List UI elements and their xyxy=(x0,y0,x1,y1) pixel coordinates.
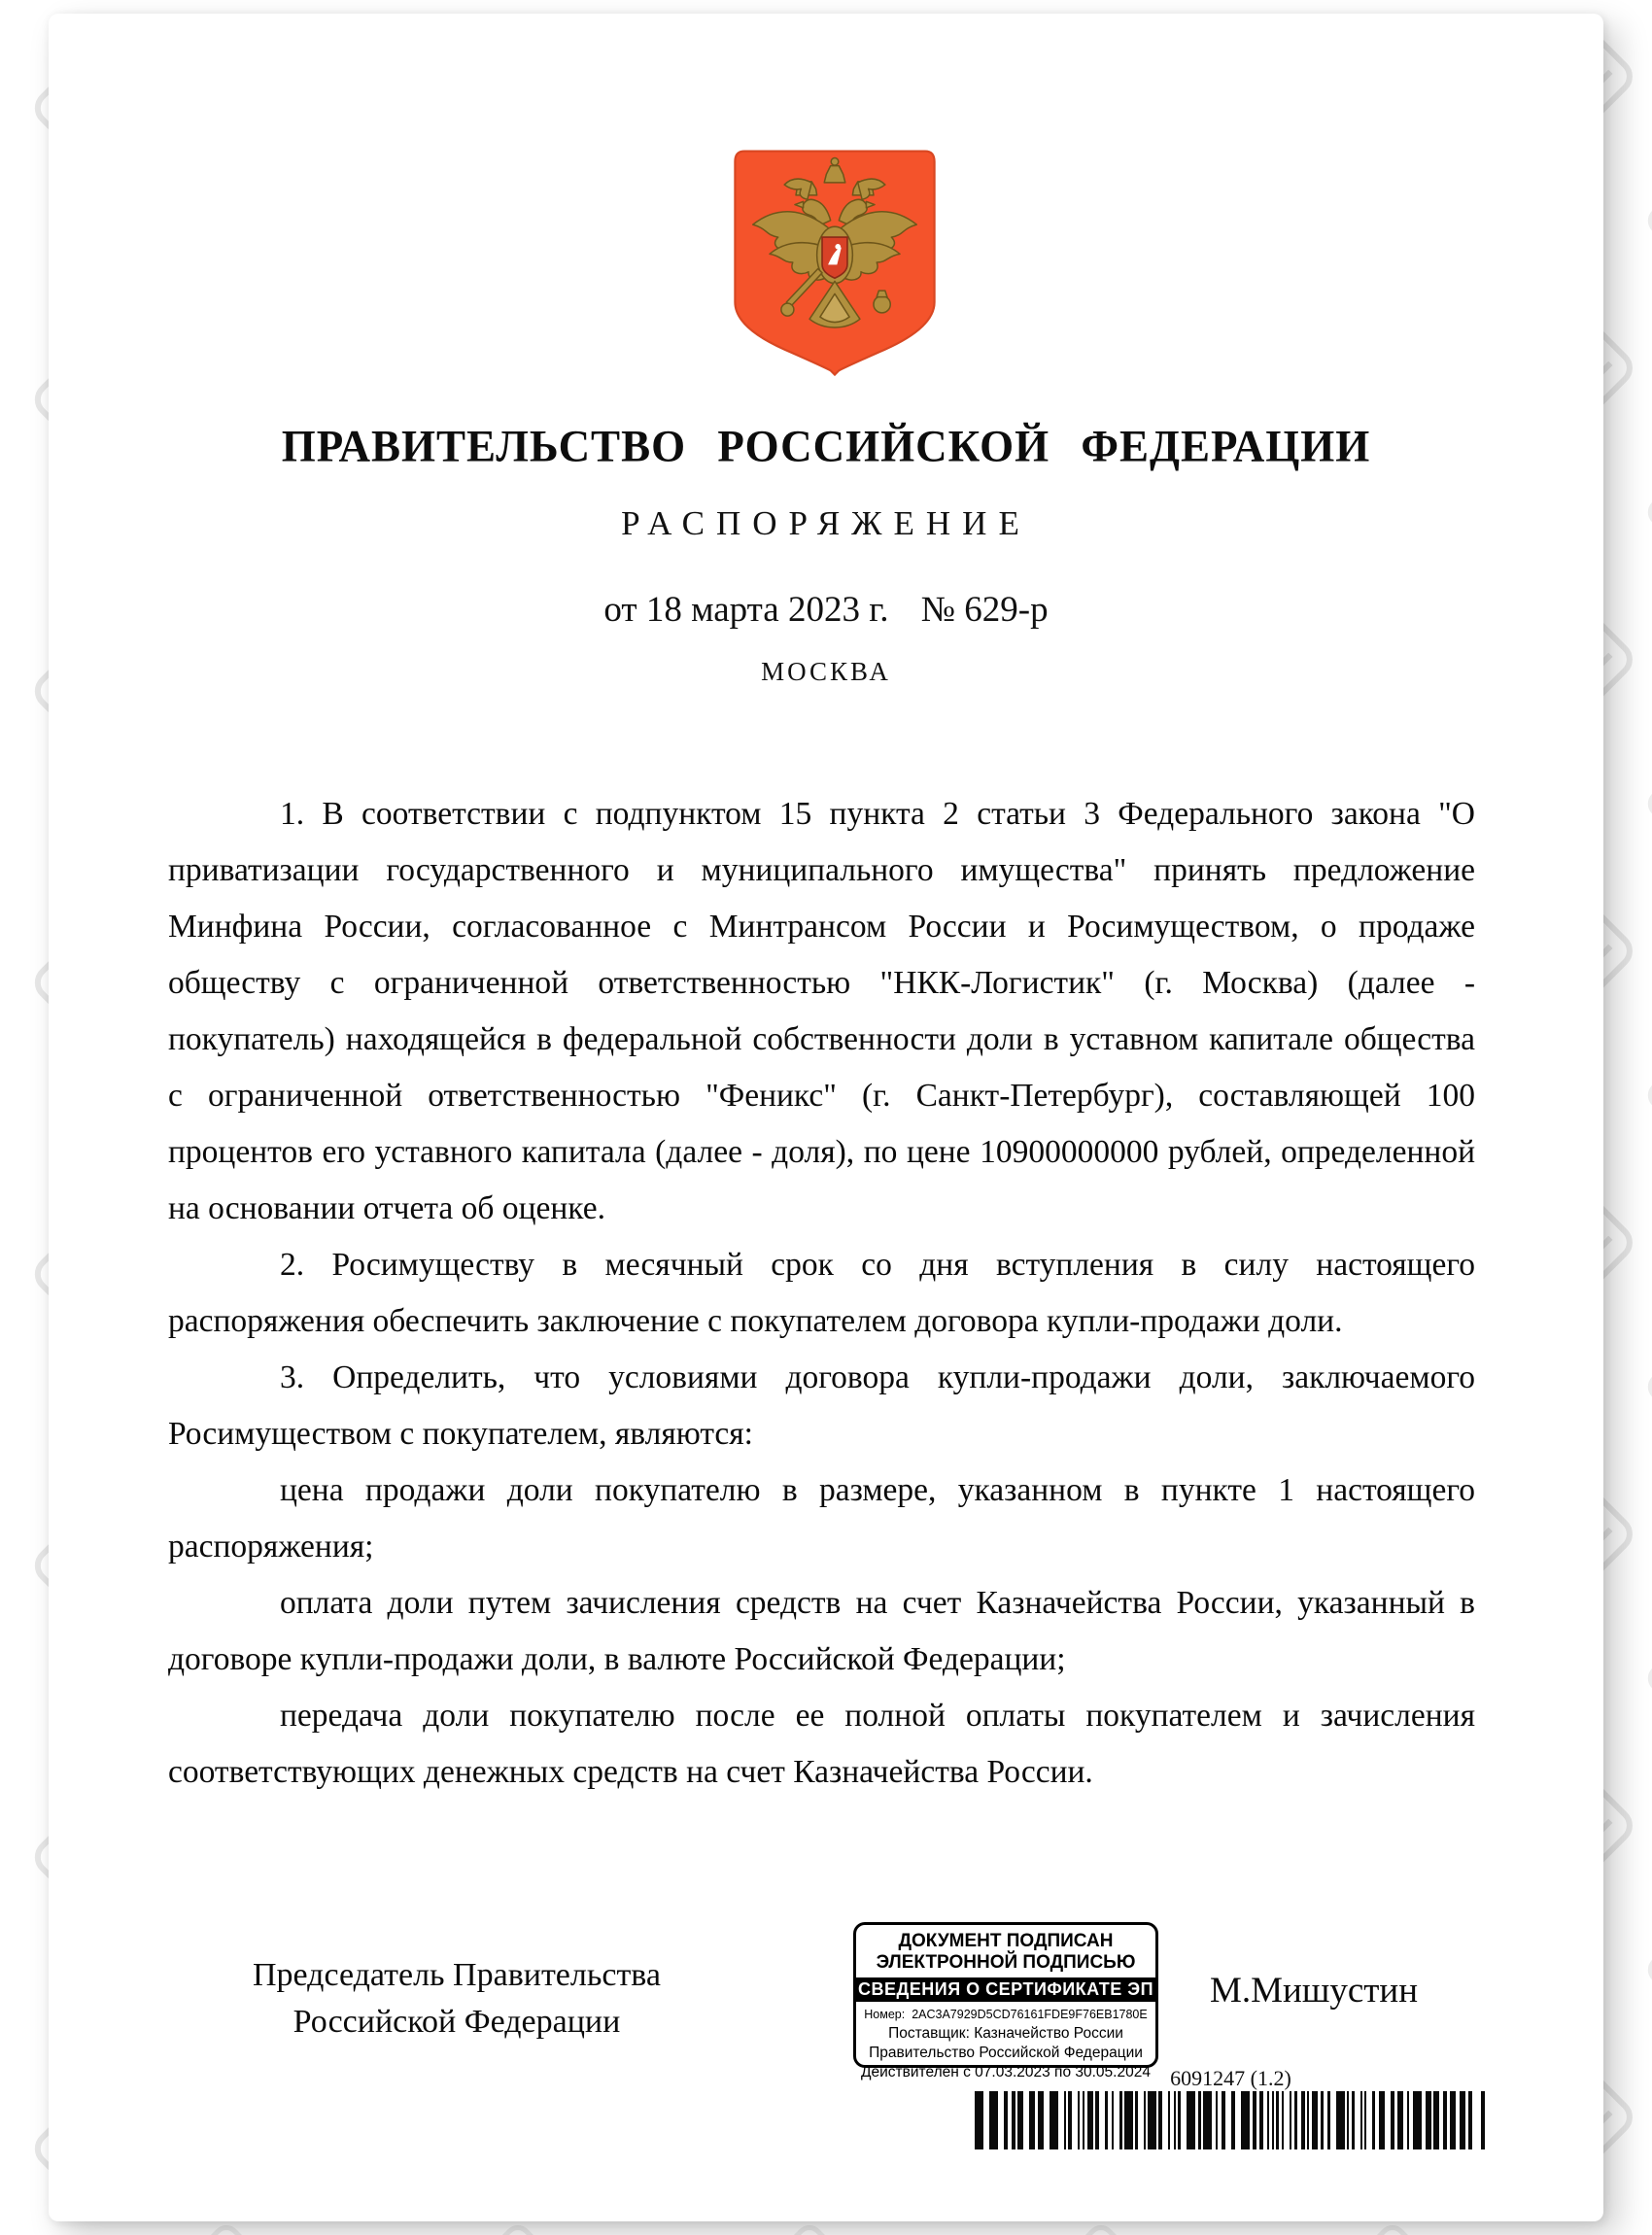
body-paragraph: 1. В соответствии с подпунктом 15 пункта 2 статьи 3 Федерального закона "О приватизации государственного и муниципального имущества" принять предложение Минфина России, согласованное с Минтрансом России и Росимуществом, о продаже обществу с ограниченной ответственностью "НКК-Логистик" (г. Москва) (далее - покупатель) находящейся в федеральной собственности доли в уставном капитале общества с ограниченной ответственностью "Феникс" (г. Санкт-Петербург), составляющей 100 процентов его уставного капитала (далее - доля), по цене 10900000000 рублей, определенной на основании отчета об оценке. xyxy=(168,796,1475,1226)
signature-position-line2: Российской Федерации xyxy=(293,2004,621,2040)
body-paragraph: цена продажи доли покупателю в размере, указанном в пункте 1 настоящего распоряжения; xyxy=(168,1472,1475,1564)
stamp-title-line1: ДОКУМЕНТ ПОДПИСАН xyxy=(898,1931,1114,1951)
date-line xyxy=(49,589,1603,631)
stamp-certificate-number xyxy=(856,2006,1155,2024)
body-paragraph: передача доли покупателю после ее полной оплаты покупателем и зачисления соответствующих денежных средств на счет Казначейства России. xyxy=(168,1698,1475,1790)
stamp-validity: Действителен с 07.03.2023 по 30.05.2024 xyxy=(861,2064,1151,2080)
stamp-certificate-bar: СВЕДЕНИЯ О СЕРТИФИКАТЕ ЭП xyxy=(856,1977,1155,2002)
body-paragraph: 2. Росимуществу в месячный срок со дня вступления в силу настоящего распоряжения обеспечить заключение с покупателем договора купли-продажи доли. xyxy=(168,1247,1475,1339)
barcode-bars xyxy=(975,2091,1487,2149)
document-page xyxy=(49,14,1603,2221)
coat-of-arms-icon xyxy=(730,146,940,379)
city-label: МОСКВА xyxy=(761,657,891,686)
stamp-title-line2: ЭЛЕКТРОННОЙ ПОДПИСЬЮ xyxy=(876,1952,1136,1973)
barcode xyxy=(975,2091,1487,2149)
doc-date: от 18 марта 2023 г. xyxy=(603,590,889,630)
body-paragraph: оплата доли путем зачисления средств на счет Казначейства России, указанный в договоре купли-продажи доли, в валюте Российской Федерации; xyxy=(168,1585,1475,1677)
stamp-provider: Поставщик: Казначейство России xyxy=(888,2025,1123,2042)
body-paragraph: 3. Определить, что условиями договора купли-продажи доли, заключаемого Росимуществом с покупателем, являются: xyxy=(168,1359,1475,1452)
barcode-label: 6091247 (1.2) xyxy=(1170,2066,1291,2090)
electronic-signature-stamp xyxy=(853,1922,1158,2080)
stamp-number-label: Номер: xyxy=(864,2008,906,2021)
signature-position xyxy=(209,1952,705,2046)
doc-number: № 629-р xyxy=(920,590,1049,630)
signer-name: М.Мишустин xyxy=(1210,1971,1419,2011)
stamp-number-value: 2AC3A7929D5CD76161FDE9F76EB1780E xyxy=(912,2008,1148,2021)
signature-position-line1: Председатель Правительства xyxy=(252,1957,662,1993)
stamp-owner: Правительство Российской Федерации xyxy=(869,2045,1143,2061)
page-title: ПРАВИТЕЛЬСТВО РОССИЙСКОЙ ФЕДЕРАЦИИ xyxy=(281,421,1371,471)
doc-type-heading: РАСПОРЯЖЕНИЕ xyxy=(621,504,1031,542)
document-body xyxy=(168,786,1475,1801)
